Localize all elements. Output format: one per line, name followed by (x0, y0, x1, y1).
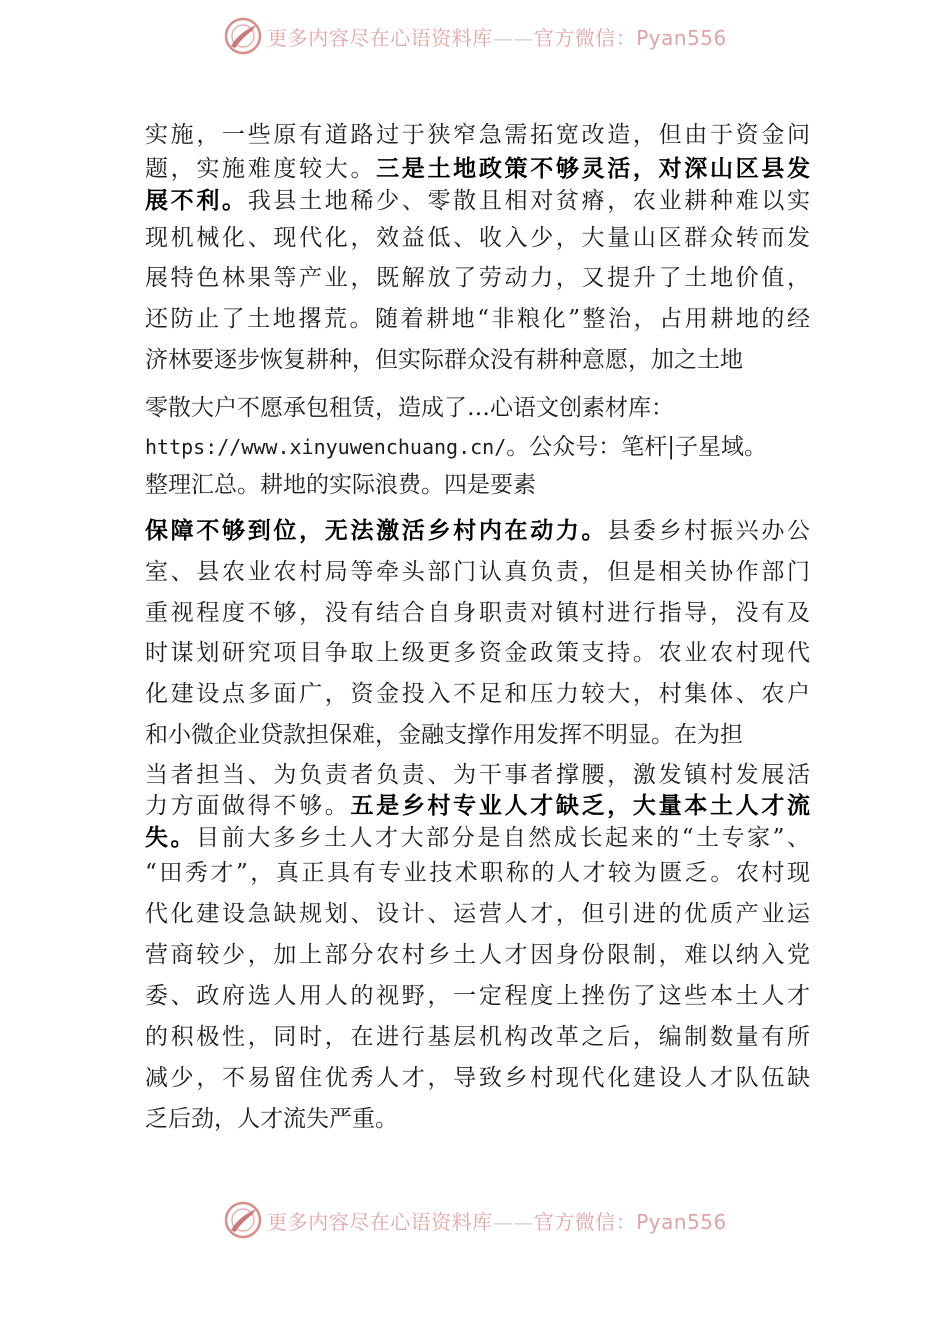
text-line: 力方面做得不够。五是乡村专业人才缺乏，大量本土人才流 (145, 793, 810, 819)
text-line: 时谋划研究项目争取上级更多资金政策支持。农业农村现代 (145, 640, 810, 666)
text-line: 还防止了土地撂荒。随着耕地“非粮化”整治，占用耕地的经 (145, 306, 810, 332)
text-line: 委、政府选人用人的视野，一定程度上挫伤了这些本土人才 (145, 983, 810, 1009)
text-line: 代化建设急缺规划、设计、运营人才，但引进的优质产业运 (145, 901, 810, 927)
text-line: 零散大户不愿承包租赁，造成了…心语文创素材库： (145, 395, 674, 421)
text-line: 室、县农业农村局等牵头部门认真负责，但是相关协作部门 (145, 559, 810, 585)
text-line: 实施，一些原有道路过于狭窄急需拓宽改造，但由于资金问 (145, 122, 810, 148)
text-line: “田秀才”，真正具有专业技术职称的人才较为匮乏。农村现 (145, 860, 810, 886)
brand-logo-icon (223, 1200, 263, 1240)
footer-banner (0, 1198, 950, 1242)
text-line: 展特色林果等产业，既解放了劳动力，又提升了土地价值， (145, 265, 810, 291)
url-text: https://www.xinyuwenchuang.cn/ (145, 435, 507, 459)
text-line: 乏后劲，人才流失严重。 (145, 1106, 398, 1132)
header-text: 更多内容尽在心语资料库——官方微信：Pyan556 (267, 25, 727, 50)
text-line: 失。目前大多乡土人才大部分是自然成长起来的“土专家”、 (145, 825, 810, 851)
text-line: 化建设点多面广，资金投入不足和压力较大，村集体、农户 (145, 681, 810, 707)
text-line: 减少，不易留住优秀人才，导致乡村现代化建设人才队伍缺 (145, 1065, 810, 1091)
text-line: 保障不够到位，无法激活乡村内在动力。县委乡村振兴办公 (145, 518, 810, 544)
footer-text: 更多内容尽在心语资料库——官方微信：Pyan556 (267, 1209, 727, 1234)
header-banner (0, 14, 950, 58)
text-line: 重视程度不够，没有结合自身职责对镇村进行指导，没有及 (145, 600, 810, 626)
text-line: 展不利。我县土地稀少、零散且相对贫瘠，农业耕种难以实 (145, 188, 810, 214)
text-line: 和小微企业贷款担保难，金融支撑作用发挥不明显。在为担 (145, 722, 743, 748)
text-line: 的积极性，同时，在进行基层机构改革之后，编制数量有所 (145, 1024, 810, 1050)
text-line: 营商较少，加上部分农村乡土人才因身份限制，难以纳入党 (145, 942, 810, 968)
text-line: 整理汇总。耕地的实际浪费。四是要素 (145, 472, 536, 498)
text-line: 题，实施难度较大。三是土地政策不够灵活，对深山区县发 (145, 156, 810, 182)
brand-logo-icon (223, 16, 263, 56)
text-line: https://www.xinyuwenchuang.cn/。公众号：笔杆|子星域。 (145, 434, 767, 460)
text-line: 现机械化、现代化，效益低、收入少，大量山区群众转而发 (145, 225, 810, 251)
text-line: 当者担当、为负责者负责、为干事者撑腰，激发镇村发展活 (145, 762, 810, 788)
text-line: 济林要逐步恢复耕种，但实际群众没有耕种意愿，加之土地 (145, 347, 743, 373)
